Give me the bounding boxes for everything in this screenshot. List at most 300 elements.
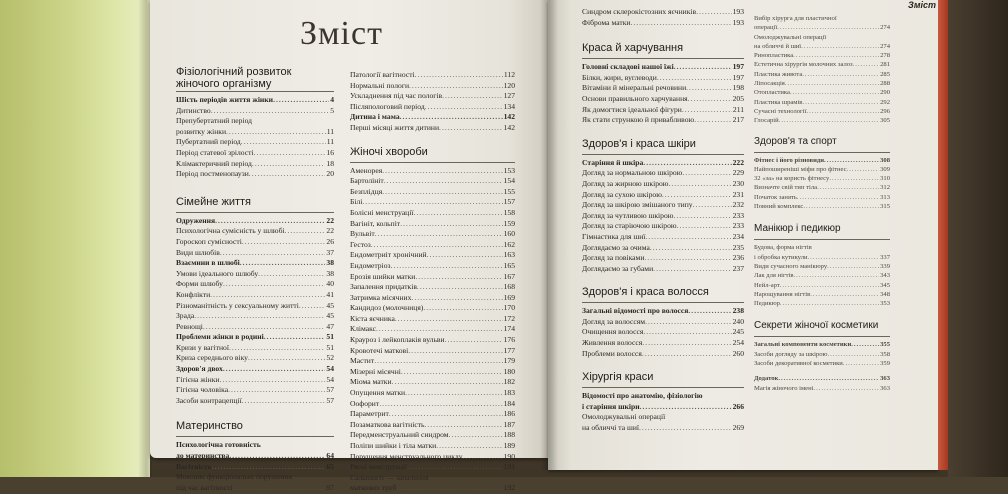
dot-leader [686,83,731,94]
toc-entry-title: Визначте свій тип тіла [754,184,818,192]
toc-entry-page: 174 [503,324,515,334]
toc-entry-page: 187 [503,419,515,429]
dot-leader [240,258,326,269]
dot-leader [668,179,731,190]
dot-leader [264,332,326,343]
toc-entry-page: 211 [732,104,744,114]
toc-entry [176,226,334,237]
dot-leader [693,200,732,211]
dot-leader [674,62,732,73]
toc-entry-page: 236 [732,253,744,263]
dot-leader [382,187,502,198]
toc-entry [176,148,334,159]
divider [350,162,515,163]
dot-leader [215,216,325,227]
toc-entry [176,116,334,127]
dot-leader [827,350,879,359]
toc-entry [754,299,890,308]
toc-entry-title: Відомості про анатомію, фізіологію [582,391,703,401]
dot-leader [445,335,503,346]
toc-list [176,95,334,180]
dot-leader [662,190,732,201]
toc-entry [754,281,890,290]
toc-entry-title: Кіста яєчника [350,313,395,323]
dot-leader [673,211,731,222]
toc-entry [582,253,744,264]
toc-entry [176,95,334,106]
toc-entry-title: Естетична хірургія молочних залоз [754,61,853,69]
toc-entry [176,169,334,180]
toc-list [582,306,744,359]
toc-entry [582,18,744,29]
dot-leader [371,240,503,251]
dot-leader [417,282,503,293]
toc-entry-title: маткових труб [350,483,397,493]
toc-entry-title: Препубертатний період [176,116,253,126]
toc-entry-title: Клімактеричний період [176,158,252,168]
dot-leader [802,70,879,79]
toc-entry-page: 184 [503,398,515,408]
toc-entry-title: Види сучасного манікюру [754,262,828,270]
toc-entry-title: Шість періодів життя жінки [176,95,274,104]
toc-entry-page: 183 [503,388,515,398]
toc-entry-title: Передменструальний синдром [350,430,449,440]
dot-leader [392,377,503,388]
toc-list [176,216,334,407]
toc-entry-title: Засоби контрацепції [176,395,242,405]
toc-entry-title: Очищення волосся [582,327,644,337]
toc-list [582,62,744,126]
toc-entry-title: Старіння й шкіра [582,157,644,167]
toc-entry-page: 222 [732,157,744,167]
dot-leader [643,327,731,338]
toc-entry-page: 288 [880,80,890,88]
dot-leader [252,159,325,170]
toc-entry [350,282,515,293]
dot-leader [694,115,731,126]
dot-leader [657,73,732,84]
toc-entry-title: Сальпінгіт — запалення [350,472,429,482]
dot-leader [463,452,503,463]
toc-list [754,340,890,368]
dot-leader [376,324,503,335]
toc-entry [582,391,744,402]
toc-entry-page: 363 [880,375,890,383]
dot-leader [242,237,326,248]
toc-entry [350,91,515,102]
toc-entry-page: 234 [732,231,744,241]
toc-column-4 [754,14,890,393]
divider [176,436,334,437]
toc-entry [754,79,890,88]
toc-entry-page: 358 [880,350,890,358]
toc-entry [350,356,515,367]
toc-entry-title: Догляд за сухою шкірою [582,189,662,199]
toc-entry [582,211,744,222]
toc-entry-title: Крауроз і лейкоплакія вульви [350,335,445,345]
toc-entry [350,229,515,240]
toc-entry-page: 142 [503,112,515,122]
dot-leader [645,232,731,243]
toc-entry-title: Гестоз [350,239,371,249]
toc-entry [350,250,515,261]
toc-entry [754,116,890,125]
toc-entry-title: Догляд за нормальною шкірою [582,168,683,178]
toc-entry [176,127,334,138]
toc-entry-page: 309 [880,165,890,173]
toc-entry [176,248,334,259]
dot-leader [780,281,879,290]
toc-entry-page: 165 [503,260,515,270]
section-title: Манікюр і педикюр [754,223,841,235]
toc-entry [754,174,890,183]
toc-entry-page: 281 [880,61,890,69]
toc-entry-page: 52 [326,353,334,363]
toc-entry-title: Догляд за шкірою змішаного типу [582,200,693,210]
toc-entry [582,338,744,349]
toc-entry-page: 65 [326,461,334,471]
toc-list [350,70,515,134]
toc-entry-page: 315 [880,203,890,211]
toc-entry [582,349,744,360]
section-title: Жіночі хвороби [350,145,428,158]
toc-entry [176,322,334,333]
toc-entry [754,98,890,107]
dot-leader [777,23,879,32]
dot-leader [793,51,879,60]
toc-entry-title: Міома матки [350,377,392,387]
toc-entry [350,240,515,251]
toc-entry-title: Магія жіночого імені [754,384,814,392]
toc-entry-page: 169 [503,292,515,302]
toc-entry-page: 285 [880,70,890,78]
toc-entry [582,243,744,254]
toc-entry-page: 26 [326,236,334,246]
dot-leader [228,385,325,396]
book-gutter [540,0,558,470]
toc-entry-page: 20 [326,169,334,179]
toc-list [582,391,744,433]
toc-entry [582,306,744,317]
toc-entry [350,261,515,272]
dot-leader [375,229,503,240]
toc-entry-title: Нормальні пологи [350,80,410,90]
dot-leader [442,91,503,102]
toc-entry [582,232,744,243]
toc-entry-page: 11 [326,137,334,147]
toc-entry-page: 348 [880,290,890,298]
toc-entry-title: Сучасні технології [754,107,807,115]
toc-entry-page: 57 [326,395,334,405]
toc-entry [754,70,890,79]
toc-entry-page: 197 [732,72,744,82]
dot-leader [258,269,325,280]
toc-entry-page: 274 [880,24,890,32]
toc-entry-title: Рясні менструації [350,462,407,472]
toc-entry-title: Засоби декоративної косметики [754,360,843,368]
toc-entry-title: Догляд за волоссям [582,316,646,326]
toc-entry [754,60,890,69]
toc-entry-title: Патології вагітності [350,70,415,79]
toc-entry-page: 240 [732,316,744,326]
toc-entry-title: Основи правильного харчування [582,93,688,103]
toc-entry-page: 176 [503,335,515,345]
toc-list [176,440,334,493]
dot-leader [384,176,503,187]
toc-entry-page: 229 [732,168,744,178]
toc-entry-title: Запалення придатків [350,282,417,292]
toc-entry [754,202,890,211]
dot-leader [851,340,879,349]
toc-entry-title: Глосарій [754,117,779,125]
toc-entry-title: Початок занять [754,193,797,201]
dot-leader [688,94,732,105]
toc-entry-title: Післяпологовий період [350,101,425,111]
toc-entry [176,462,334,473]
toc-entry-title: Клімакс [350,324,376,334]
dot-leader [803,202,879,211]
toc-entry [582,73,744,84]
toc-entry-title: Можливі функціональні порушення [176,472,293,482]
toc-entry-page: 157 [503,197,515,207]
toc-entry-page: 363 [880,384,890,392]
toc-entry-title: Порушення менструального циклу [350,451,463,461]
toc-entry-title: Білі [350,197,363,207]
toc-entry-title: Вибір хірурга для пластичної [754,15,837,22]
toc-entry [176,483,334,494]
toc-entry [176,237,334,248]
dot-leader [843,359,879,368]
toc-entry-page: 4 [330,95,334,104]
toc-entry [350,187,515,198]
toc-entry-page: 233 [732,210,744,220]
toc-entry [350,293,515,304]
toc-entry [176,279,334,290]
toc-entry-page: 313 [880,193,890,201]
toc-entry [582,190,744,201]
toc-entry [350,483,515,494]
running-head: Зміст [908,0,936,10]
dot-leader [817,183,879,192]
toc-entry-title: Догляд за повіками [582,253,645,263]
toc-entry-title: Нарощування нігтів [754,290,811,298]
toc-entry-title: Омолоджувальні операції [582,412,666,422]
dot-leader [797,193,879,202]
toc-entry-page: 167 [503,271,515,281]
toc-entry-title: Затримка місячних [350,292,412,302]
red-page-edge [938,0,948,470]
toc-entry [582,7,744,18]
toc-entry-title: Дитинство [176,105,211,115]
toc-entry [582,317,744,328]
toc-entry-title: Омолоджувальні операції [754,33,827,41]
toc-entry [176,451,334,462]
toc-entry [350,123,515,134]
dot-leader [299,301,326,312]
toc-entry [176,137,334,148]
toc-entry [350,219,515,230]
dot-leader [203,322,326,333]
toc-entry [176,269,334,280]
toc-entry-page: 159 [503,218,515,228]
toc-entry-page: 37 [326,247,334,257]
toc-entry [176,290,334,301]
section-title: Материнство [176,420,243,433]
toc-entry-page: 308 [880,156,890,164]
green-cover-edge [0,0,150,477]
dot-leader [778,374,879,383]
toc-entry-title: Взаємини в шлюбі [176,258,240,268]
dot-leader [211,106,329,117]
toc-list [350,166,515,494]
dot-leader [285,226,326,237]
dot-leader [790,88,879,97]
toc-entry-page: 233 [732,221,744,231]
toc-entry-page: 192 [503,483,515,493]
toc-entry-page: 160 [503,229,515,239]
toc-entry-page: 339 [880,262,890,270]
dot-leader [449,430,503,441]
toc-entry [350,346,515,357]
toc-entry-title: Ринопластика [754,52,794,60]
section-title: Секрети жіночої косметики [754,320,879,332]
toc-entry-title: Форми шлюбу [176,279,223,289]
dot-leader [827,262,879,271]
toc-entry-page: 158 [503,207,515,217]
toc-entry [176,343,334,354]
toc-entry-title: Аменорея [350,165,383,175]
toc-entry [350,102,515,113]
toc-entry-title: Доглядаємо за губами [582,263,654,273]
toc-entry-title: Пубертатний період [176,137,241,147]
divider [176,91,334,92]
divider [176,212,334,213]
toc-entry-title: Загальні відомості про волосся [582,306,689,316]
dot-leader [382,166,502,177]
toc-entry [754,243,890,252]
toc-entry-page: 305 [880,117,890,125]
toc-entry-title: Психологічна сумісність у шлюбі [176,226,285,236]
dot-leader [793,271,879,280]
toc-entry-page: 197 [732,62,744,72]
toc-entry-page: 41 [326,289,334,299]
dot-leader [212,462,326,473]
toc-entry-title: Пластика шрамів [754,98,803,106]
dot-leader [415,272,502,283]
dot-leader [407,462,503,473]
dot-leader [639,423,732,434]
toc-entry-title: Різноманітність у сексуальному житті [176,300,299,310]
dot-leader [806,107,879,116]
dot-leader [436,441,502,452]
toc-entry [754,374,890,383]
section-title: Краса й харчування [582,42,684,55]
toc-entry-title: Психологічна готовність [176,440,261,450]
toc-entry [754,340,890,349]
toc-entry-page: 237 [732,263,744,273]
toc-entry-title: Поліпи шийки і тіла матки [350,441,437,450]
toc-entry-title: на обличчі та шиї [582,423,640,433]
dot-leader [785,79,879,88]
toc-entry-title: до материнства [176,451,230,461]
toc-entry-page: 18 [326,158,334,168]
dot-leader [802,98,879,107]
dot-leader [249,169,326,180]
toc-entry-page: 292 [880,98,890,106]
section-title: Здоров'я та спорт [754,135,837,147]
divider [754,239,890,240]
toc-entry [350,303,515,314]
toc-entry-page: 186 [503,409,515,419]
dot-leader [853,60,879,69]
section-title: Здоров'я і краса волосся [582,286,709,299]
toc-entry-title: Як стати стрункою й привабливою [582,115,695,125]
toc-entry [582,402,744,413]
toc-list [754,374,890,393]
toc-entry-page: 45 [326,311,334,321]
dot-leader [808,253,880,262]
toc-entry [350,81,515,92]
toc-entry-title: Як домогтися ідеальної фігури [582,104,682,114]
toc-entry [582,94,744,105]
toc-entry [350,409,515,420]
toc-entry [754,193,890,202]
dot-leader [395,314,503,325]
toc-entry-page: 64 [326,451,334,461]
toc-entry-page: 205 [732,93,744,103]
toc-entry-page: 198 [732,83,744,93]
toc-entry-page: 22 [326,215,334,225]
toc-entry-page: 163 [503,250,515,260]
toc-entry [176,396,334,407]
toc-entry-page: 40 [326,279,334,289]
toc-entry-title: Параметрит [350,409,389,419]
toc-list [754,14,890,126]
toc-entry-page: 296 [880,107,890,115]
toc-entry [176,258,334,269]
dot-leader [413,208,502,219]
toc-entry [350,314,515,325]
toc-entry [350,208,515,219]
toc-entry-page: 54 [326,374,334,384]
toc-entry-page: 238 [732,306,744,316]
toc-entry [176,106,334,117]
toc-entry [350,176,515,187]
toc-entry-title: Догляд за жирною шкірою [582,178,669,188]
toc-entry-page: 54 [326,364,334,374]
toc-entry [350,430,515,441]
toc-entry-page: 191 [503,462,515,472]
toc-entry-title: Проблеми жінки в родині [176,332,264,342]
toc-entry-page: 51 [326,332,334,342]
toc-entry-title: Перші місяці життя дитини [350,122,440,132]
toc-entry-title: Безплідця [350,186,383,196]
toc-entry-page: 254 [732,338,744,348]
dot-leader [779,116,879,125]
toc-entry-title: Мастит [350,356,375,366]
table-background [948,0,1008,477]
toc-entry-page: 172 [503,313,515,323]
toc-entry [582,158,744,169]
toc-entry-title: Доглядаємо за очима [582,242,650,252]
toc-entry-title: Живлення волосся [582,338,643,348]
toc-entry-title: Зрада [176,311,195,321]
dot-leader [645,317,732,328]
dot-leader [642,349,732,360]
dot-leader [415,70,503,81]
toc-entry [176,385,334,396]
toc-entry [350,452,515,463]
